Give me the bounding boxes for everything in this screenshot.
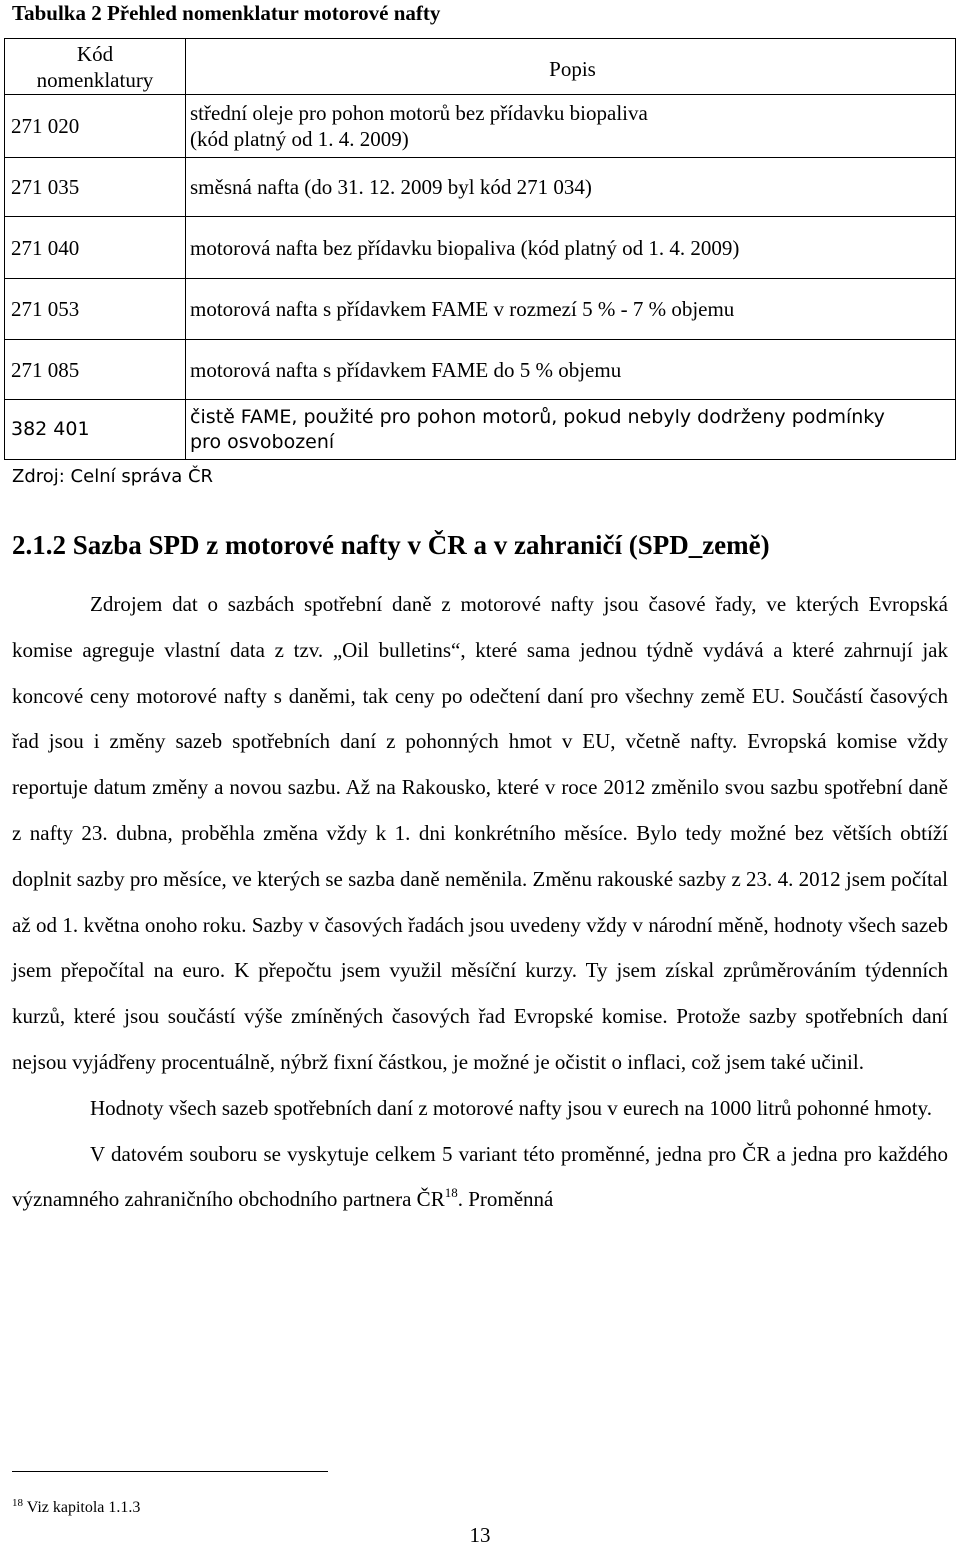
- paragraph: Zdrojem dat o sazbách spotřební daně z motorové nafty jsou časové řady, ve kterých Evropská komise agreguje vlastní data z tzv. „Oil bulletins“, které sama jednou týdně vydává a které zahrnují jak koncové ceny motorové nafty s daněmi, tak ceny po odečtení daní pro všechny země EU. Součástí časových řad jsou i změny sazeb spotřebních daní z pohonných hmot v EU, včetně nafty. Evropská komise vždy reportuje datum změny a novou sazbu. Až na Rakousko, které v roce 2012 změnilo svou sazbu spotřební daně z nafty 23. dubna, proběhla změna vždy k 1. dni konkrétního měsíce. Bylo tedy možné bez větších obtíží doplnit sazby pro měsíce, ve kterých se sazba daně neměnila. Změnu rakouské sazby z 23. 4. 2012 jsem počítal až od 1. května onoho roku. Sazby v časových řadách jsou uvedeny vždy v národní měně, hodnoty všech sazeb jsem přepočítal na euro. K přepočtu jsem využil měsíční kurzy. Ty jsem získal zprůměrováním týdenních kurzů, které jsou součástí výše zmíněných časových řad Evropské komise. Protože sazby spotřebních daní nejsou vyjádřeny procentuálně, nýbrž fixní částkou, je možné je očistit o inflaci, což jsem také učinil.: [12, 592, 948, 1074]
- paragraph-text: V datovém souboru se vyskytuje celkem 5 variant této proměnné, jedna pro ČR a jedna pro každého významného zahraničního obchodního partnera ČR: [12, 1141, 948, 1212]
- header-code-line1: Kód: [76, 41, 114, 66]
- body-text: [12, 582, 948, 1223]
- footnote: [12, 1498, 140, 1518]
- header-code-line2: nomenklatury: [36, 67, 154, 92]
- table-source: Zdroj: Celní správa ČR: [12, 466, 214, 487]
- row-code: 271 053: [5, 279, 186, 340]
- row-description: směsná nafta (do 31. 12. 2009 byl kód 271 034): [186, 158, 956, 217]
- row-code: 271 035: [5, 158, 186, 217]
- paragraph-with-footnote: [12, 1132, 948, 1224]
- table-row: [5, 340, 956, 400]
- row-description-line1: čistě FAME, použité pro pohon motorů, pokud nebyly dodrženy podmínky: [190, 405, 885, 428]
- row-description-line2: (kód platný od 1. 4. 2009): [190, 127, 409, 151]
- footnote-reference: 18: [444, 1185, 458, 1201]
- header-code: [5, 39, 186, 95]
- row-code: 271 040: [5, 217, 186, 279]
- row-description-line2: pro osvobození: [190, 430, 335, 453]
- table-row: [5, 279, 956, 340]
- footnote-separator: [12, 1471, 328, 1472]
- page-number: 13: [469, 1523, 491, 1547]
- row-description: [186, 95, 956, 158]
- table-row: [5, 217, 956, 279]
- nomenclature-table: [4, 38, 956, 460]
- paragraph: Hodnoty všech sazeb spotřebních daní z motorové nafty jsou v eurech na 1000 litrů pohonné hmoty.: [90, 1095, 932, 1120]
- row-description: motorová nafta s přídavkem FAME v rozmezí 5 % - 7 % objemu: [186, 279, 956, 340]
- table-header-row: [5, 39, 956, 95]
- table-row: [5, 158, 956, 217]
- row-code: 382 401: [5, 400, 186, 460]
- row-code: 271 085: [5, 340, 186, 400]
- row-code: 271 020: [5, 95, 186, 158]
- section-heading: 2.1.2 Sazba SPD z motorové nafty v ČR a v zahraničí (SPD_země): [12, 530, 770, 560]
- row-description: motorová nafta s přídavkem FAME do 5 % objemu: [186, 340, 956, 400]
- header-description: Popis: [186, 39, 956, 95]
- row-description: motorová nafta bez přídavku biopaliva (kód platný od 1. 4. 2009): [186, 217, 956, 279]
- table-caption: Tabulka 2 Přehled nomenklatur motorové nafty: [12, 1, 441, 25]
- table-row: [5, 95, 956, 158]
- paragraph-text-end: . Proměnná: [457, 1187, 554, 1212]
- table-row: [5, 400, 956, 460]
- footnote-text: Viz kapitola 1.1.3: [26, 1499, 141, 1516]
- footnote-number: 18: [12, 1497, 23, 1509]
- row-description: [186, 400, 956, 460]
- row-description-line1: střední oleje pro pohon motorů bez přídavku biopaliva: [190, 101, 648, 125]
